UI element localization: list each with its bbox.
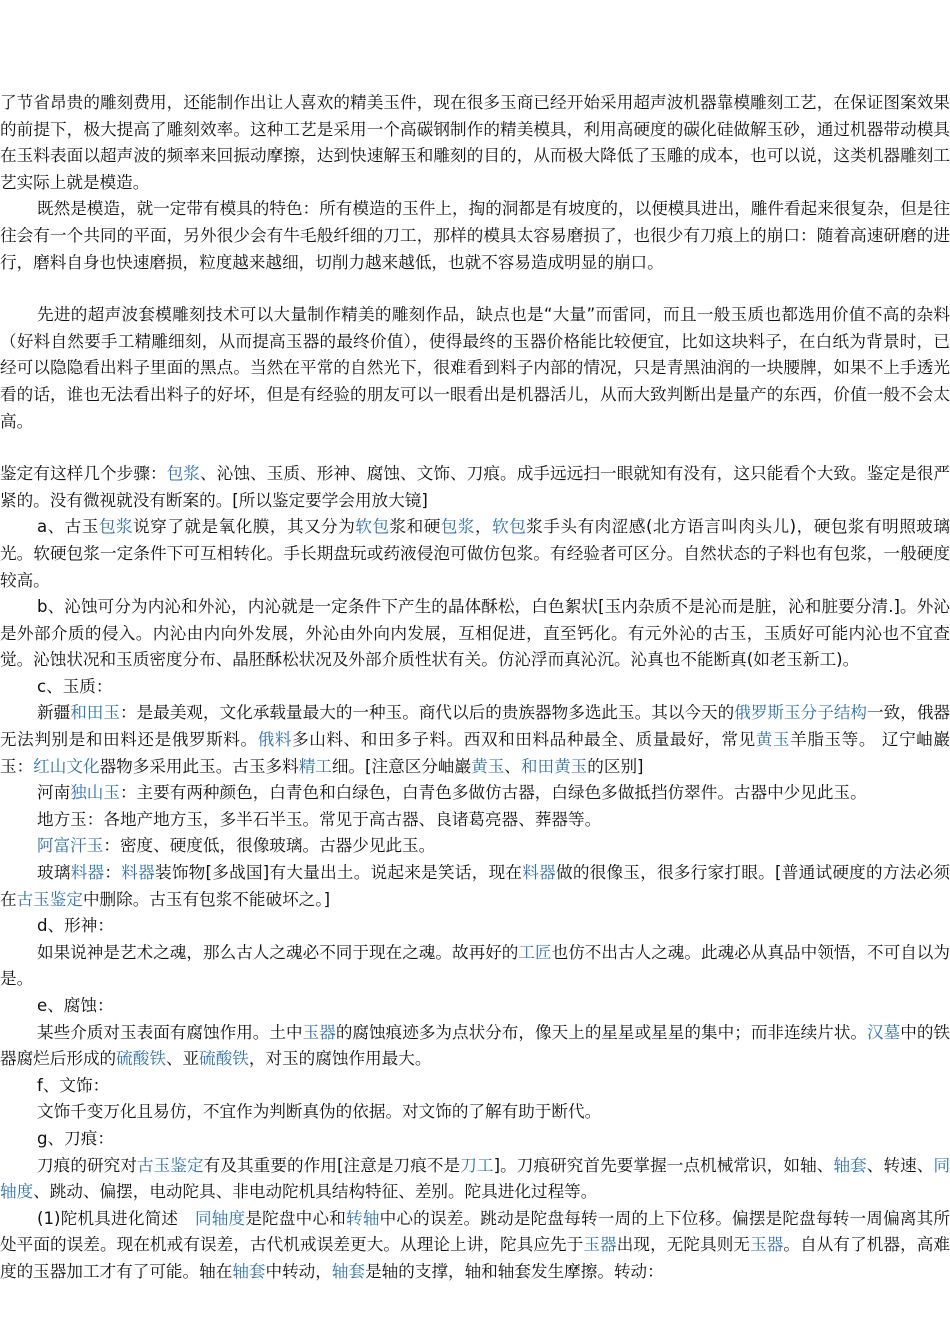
text-run: 浆手头有肉涩感(北方语言叫肉头儿)，硬包浆有明照玻璃光。软硬包浆一定条件下可互相转化。手长期盘玩或药液侵泡可做仿包浆。有经验者可区分。自然状态的子料也有包浆，一般硬度较高。 [0, 517, 950, 590]
text-run: 的区别] [587, 756, 644, 776]
keyword-link[interactable]: 黄玉 [471, 756, 505, 776]
text-run: 细。[注意区分岫巖 [331, 756, 472, 776]
text-run: 中的铁器腐烂后形成的 [0, 1022, 950, 1069]
text-run: 装饰物[多战国]有大量出土。说起来是笑话，现在 [154, 863, 523, 883]
keyword-link[interactable]: 古玉鉴定 [16, 889, 83, 909]
paragraph [0, 302, 950, 435]
keyword-link[interactable]: 包浆 [98, 517, 134, 537]
text-run: 、 [504, 756, 521, 776]
keyword-link[interactable]: 俄罗斯玉分子结构 [734, 703, 868, 723]
keyword-link[interactable]: 料器 [121, 863, 155, 883]
text-run: 中心的误差。跳动是陀盘每转一周的上下位移。偏摆是陀盘每转一周偏离其所处平面的误差。现在机戒有误差，古代机戒误差更大。从理论上讲，陀具应先于 [0, 1208, 950, 1255]
text-run: ]。刀痕研究首先要掌握一点机械常识，如轴、 [493, 1155, 834, 1175]
paragraph [0, 514, 950, 594]
keyword-link[interactable]: 包浆 [166, 464, 201, 484]
text-run: ：是最美观，文化承载量最大的一种玉。商代以后的贵族器物多选此玉。其以今天的 [120, 703, 735, 723]
text-run: ：密度、硬度低，很像玻璃。古器少见此玉。 [103, 836, 436, 856]
paragraph [0, 860, 950, 913]
text-run: ：主要有两种颜色，白青色和白绿色，白青色多做仿古器，白绿色多做抵挡仿翠件。古器中少见此玉。 [119, 783, 867, 803]
keyword-link[interactable]: 轴套 [833, 1155, 867, 1175]
text-run: 一致，俄器无法判别是和田料还是俄罗斯料。 [0, 703, 950, 750]
text-run: 、亚 [165, 1049, 200, 1069]
text-run: 既然是模造，就一定带有模具的特色：所有模造的玉件上，掏的洞都是有坡度的，以便模具进出，雕件看起来很复杂，但是往往会有一个共同的平面，另外很少会有牛毛般纤细的刀工，那样的模具太容易磨损了，也很少有刀痕上的崩口：随着高速研磨的进行，磨料自身也快速磨损，粒度越来越细，切削力越来越低，也就不容易造成明显的崩口。 [0, 199, 950, 272]
keyword-link[interactable]: 同轴度 [0, 1155, 950, 1202]
paragraph [0, 780, 950, 807]
paragraph [0, 940, 950, 993]
paragraph [0, 461, 950, 514]
paragraph [0, 90, 950, 196]
text-run: 器物多采用此玉。古玉多料 [99, 756, 299, 776]
text-run: e、腐蚀： [37, 996, 114, 1015]
paragraph [0, 913, 950, 940]
paragraph [0, 196, 950, 276]
text-run: a、古玉 [37, 517, 99, 537]
text-run: 出现，无陀具则无 [616, 1235, 751, 1255]
text-run: ， [475, 517, 493, 537]
text-run: b、沁蚀可分为内沁和外沁，内沁就是一定条件下产生的晶体酥松，白色絮状[玉内杂质不是沁而是脏，沁和脏要分清.]。外沁是外部介质的侵入。内沁由内向外发展，外沁由外向内发展，互相促进，直至钙化。有元外沁的古玉，玉质好可能内沁也不宜查觉。沁蚀状况和玉质密度分布、晶胚酥松状况及外部介质性状有关。仿沁浮而真沁沉。沁真也不能断真(如老玉新工)。 [0, 597, 950, 670]
text-run: d、形神： [37, 916, 114, 936]
text-run: c、玉质： [37, 676, 113, 696]
text-run: 新疆 [37, 703, 71, 723]
text-run: 浆和硬 [389, 517, 441, 537]
text-run: 、沁蚀、玉质、形神、腐蚀、文饰、刀痕。成手远远扫一眼就知有没有，这只能看个大致。鉴定是很严紧的。没有微视就没有断案的。[所以鉴定要学会用放大镜] [0, 464, 950, 510]
keyword-link[interactable]: 转轴 [346, 1208, 380, 1228]
paragraph [0, 1153, 950, 1206]
keyword-link[interactable]: 汉墓 [867, 1022, 901, 1042]
text-run: ，对玉的腐蚀作用最大。 [248, 1049, 432, 1069]
keyword-link[interactable]: 古玉鉴定 [137, 1155, 204, 1175]
text-run: 、跳动、偏摆，电动陀具、非电动陀机具结构特征、差别。陀具进化过程等。 [33, 1182, 598, 1202]
paragraph [0, 1099, 950, 1126]
text-run: 文饰千变万化且易仿，不宜作为判断真伪的依据。对文饰的了解有助于断代。 [37, 1102, 602, 1122]
text-run: 鉴定有这样几个步骤： [0, 464, 167, 484]
paragraph [0, 674, 950, 701]
paragraph [0, 807, 950, 834]
paragraph [0, 1073, 950, 1100]
text-run: 玻璃 [37, 863, 71, 883]
text-run: 中转动， [265, 1261, 332, 1281]
keyword-link[interactable]: 硫酸铁 [116, 1049, 166, 1069]
text-run: 、转速、 [866, 1155, 934, 1175]
keyword-link[interactable]: 料器 [522, 863, 556, 883]
keyword-link[interactable]: 料器 [70, 863, 105, 883]
text-run: 是轴的支撑，轴和轴套发生摩擦。转动： [365, 1261, 664, 1281]
paragraph [0, 1020, 950, 1073]
text-run: 说穿了就是氧化膜，其又分为 [133, 517, 356, 537]
text-run: g、刀痕： [37, 1128, 114, 1148]
text-run: 是陀盘中心和 [245, 1208, 347, 1228]
text-run: 先进的超声波套模雕刻技术可以大量制作精美的雕刻作品，缺点也是“大量”而雷同，而且一般玉质也都选用价值不高的杂料（好料自然要手工精雕细刻，从而提高玉器的最终价值），使得最终的玉器价格能比较便宜，比如这块料子，在白纸为背景时，已经可以隐隐看出料子里面的黑点。当然在平常的自然光下，很难看到料子内部的情况，只是青黑油润的一块腰牌，如果不上手透光看的话，谁也无法看出料子的好坏，但是有经验的朋友可以一眼看出是机器活儿，从而大致判断出是量产的东西，价值一般不会太高。 [0, 305, 950, 431]
text-run: 的腐蚀痕迹多为点状分布，像天上的星星或星星的集中；而非连续片状。 [335, 1022, 868, 1042]
paragraph [0, 700, 950, 780]
paragraph [0, 594, 950, 674]
keyword-link[interactable]: 工匠 [518, 942, 552, 962]
keyword-link[interactable]: 玉器 [750, 1235, 784, 1255]
text-run: 如果说神是艺术之魂，那么古人之魂必不同于现在之魂。故再好的 [37, 942, 519, 962]
paragraph-spacer [0, 435, 950, 461]
text-run: f、文饰： [37, 1075, 110, 1095]
text-run: 做的很像玉，很多行家打眼。[普通试硬度的方法必须在 [0, 863, 950, 909]
text-run: 。自从有了机器，高难度的玉器加工才有了可能。轴在 [0, 1235, 950, 1281]
keyword-link[interactable]: 阿富汗玉 [37, 836, 104, 856]
keyword-link[interactable]: 包浆 [440, 517, 476, 537]
document-body [0, 90, 950, 1286]
keyword-link[interactable]: 刀工 [460, 1155, 494, 1175]
keyword-link[interactable]: 轴套 [232, 1261, 266, 1281]
text-run: 羊脂玉等。 辽宁岫巖玉： [0, 730, 950, 776]
text-run: 有及其重要的作用[注意是刀痕不是 [203, 1155, 461, 1175]
keyword-link[interactable]: 俄料 [257, 730, 293, 750]
keyword-link[interactable]: 黄玉 [755, 730, 791, 750]
keyword-link[interactable]: 玉器 [583, 1235, 617, 1255]
text-run: 刀痕的研究对 [37, 1155, 137, 1175]
paragraph [0, 1206, 950, 1286]
text-run: (1)陀机具进化简述 [37, 1208, 195, 1228]
paragraph [0, 833, 950, 860]
keyword-link[interactable]: 软包 [355, 517, 390, 537]
text-run: 河南 [37, 783, 71, 803]
keyword-link[interactable]: 红山文化 [33, 756, 100, 776]
keyword-link[interactable]: 玉器 [302, 1022, 336, 1042]
paragraph [0, 1126, 950, 1153]
text-run: 也仿不出古人之魂。此魂必从真品中领悟，不可自以为是。 [0, 942, 950, 989]
keyword-link[interactable]: 同轴度 [194, 1208, 246, 1228]
text-run: 某些介质对玉表面有腐蚀作用。土中 [37, 1022, 303, 1042]
keyword-link[interactable]: 轴套 [331, 1261, 366, 1281]
text-run: 了节省昂贵的雕刻费用，还能制作出让人喜欢的精美玉件，现在很多玉商已经开始采用超声波机器靠模雕刻工艺，在保证图案效果的前提下，极大提高了雕刻效率。这种工艺是采用一个高碳钢制作的精美模具，利用高硬度的碳化硅做解玉砂，通过机器带动模具在玉料表面以超声波的频率来回振动摩擦，达到快速解玉和雕刻的目的，从而极大降低了玉雕的成本，也可以说，这类机器雕刻工艺实际上就是模造。 [0, 93, 950, 192]
keyword-link[interactable]: 独山玉 [70, 783, 120, 803]
paragraph [0, 993, 950, 1020]
keyword-link[interactable]: 硫酸铁 [199, 1049, 249, 1069]
text-run: 地方玉：各地产地方玉，多半石半玉。常见于高古器、良诸葛亮器、葬器等。 [37, 809, 602, 829]
text-run: 多山料、和田多子料。西双和田料品种最全、质量最好，常见 [292, 730, 756, 750]
keyword-link[interactable]: 精工 [298, 756, 332, 776]
keyword-link[interactable]: 和田玉 [70, 703, 121, 723]
keyword-link[interactable]: 和田黄玉 [520, 756, 588, 776]
paragraph-spacer [0, 276, 950, 302]
text-run: 中删除。古玉有包浆不能破坏之。] [82, 889, 331, 909]
keyword-link[interactable]: 软包 [492, 517, 527, 537]
text-run: ： [104, 863, 122, 883]
